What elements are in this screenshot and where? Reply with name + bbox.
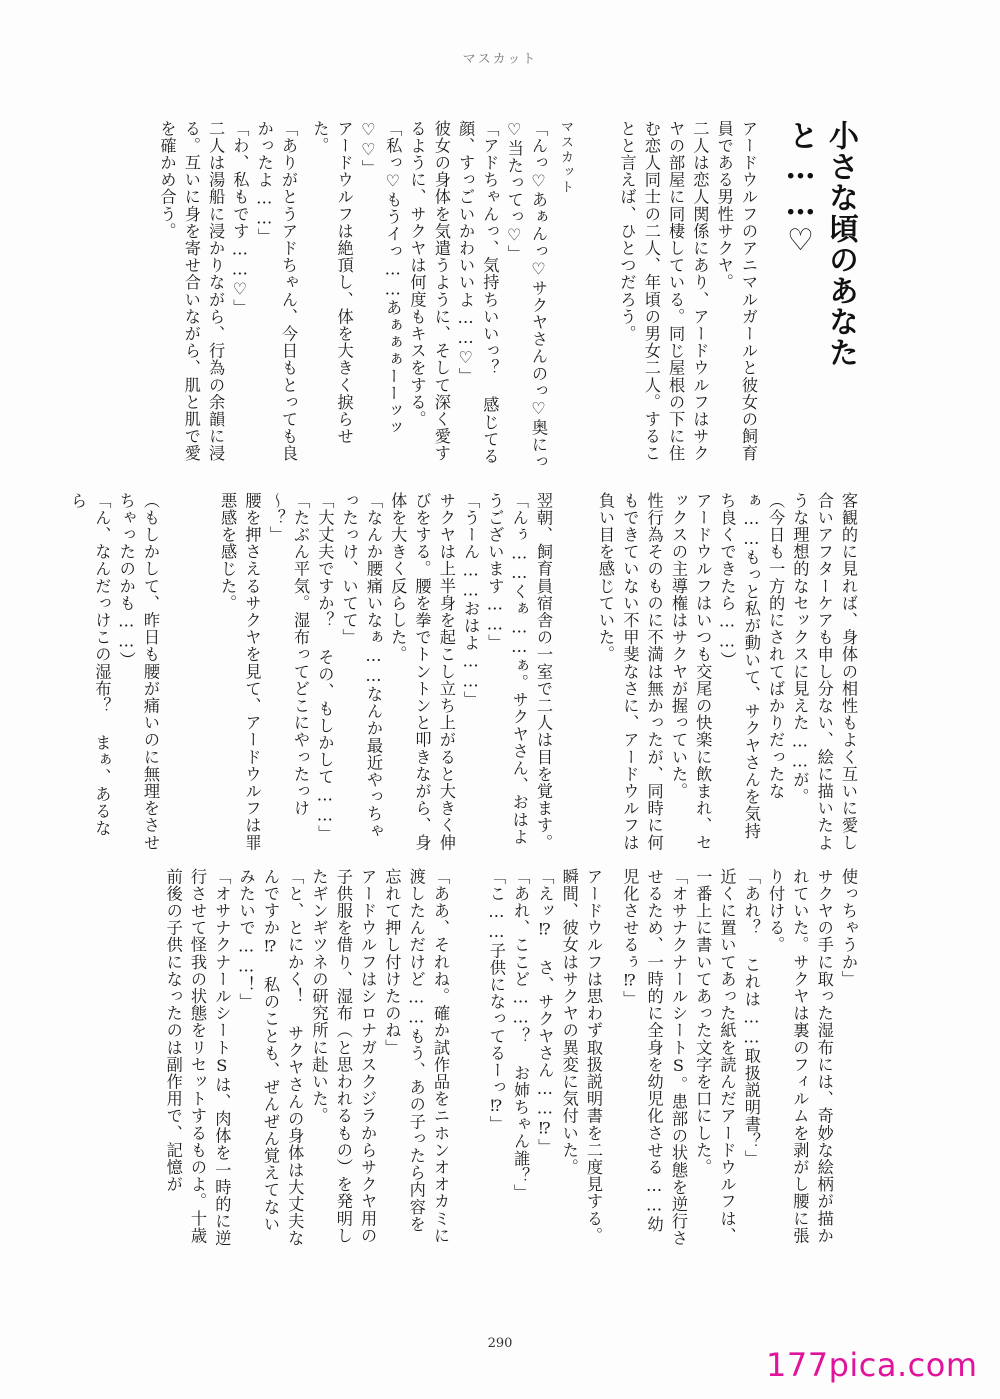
paragraph: 二人は恋人関係にあり、アードウルフはサクヤの部屋に同棲している。同じ屋根の下に住む恋人同士の二人、年頃の男女二人。することと言えば、ひとつだろう。 — [617, 120, 710, 462]
paragraph: 二人は湯船に浸かりながら、行為の余韻に浸る。互いに身を寄せ合いながら、肌と肌で愛を確かめ合う。 — [157, 120, 226, 462]
paragraph: 客観的に見れば、身体の相性もよく互いに愛し合いアフターケアも申し分ない、絵に描いたような理想的なセックスに見えた……が。 — [790, 492, 858, 852]
paragraph: 「あれ？ これは……取扱説明書？」 — [741, 868, 761, 1168]
paragraph: 腰を押さえるサクヤを見て、アードウルフは罪悪感を感じた。 — [218, 492, 262, 852]
paragraph: 「あれ、ここど……？ お姉ちゃん誰？」 — [511, 868, 531, 1202]
paragraph: サクヤの手に取った湿布には、奇妙な絵柄が描かれていた。サクヤは裏のフィルムを剥がし腰に張り付ける。 — [766, 868, 834, 1245]
paragraph: アードウルフは思わず取扱説明書を二度見する。瞬間、彼女はサクヤの異変に気付いた。 — [559, 868, 603, 1245]
paragraph: 「わ、私もです……♡」 — [230, 120, 250, 317]
watermark: 177pica.com — [766, 1346, 978, 1384]
paragraph: 彼女の身体を気遣うように、そして深く愛するように、サクヤは何度もキスをする。 — [407, 120, 451, 462]
paragraph: 「オサナクナールシートSは、肉体を一時的に逆行させて怪我の状態をリセットするものよ。十歳前後の子供になったのは副作用で、記憶が — [163, 868, 232, 1247]
paragraph: 「たぶん平気。湿布ってどこにやったっけ～？」 — [266, 492, 311, 817]
paragraph: アードウルフのアニマルガールと彼女の飼育員である男性サクヤ。 — [714, 120, 758, 462]
story-title: 小さな頃のあなたと……♡ — [783, 120, 858, 368]
paragraph: 「と、とにかく！ サクヤさんの身体は大丈夫なんですか⁉ 私のことも、ぜんぜん覚えてないみたいで……！」 — [236, 868, 305, 1247]
paragraph: 「私っ♡もうイっ……あぁぁぁーーッッ♡♡」 — [358, 120, 403, 437]
running-title: マスカット — [462, 52, 538, 67]
text-column — [560, 120, 760, 475]
text-column — [68, 492, 162, 852]
paragraph: 「ん、なんだっけこの湿布？ まぁ、あるなら — [68, 492, 112, 837]
paragraph: 使っちゃうか」 — [839, 868, 858, 988]
paragraph: 「うーん……おはよ……」 — [461, 492, 481, 709]
paragraph: アードウルフはいつも交尾の快楽に飲まれ、セックスの主導権はサクヤが握っていた。 — [668, 492, 713, 852]
paragraph: （今日も一方的にされてばかりだったなぁ……もっと私が動いて、サクヤさんを気持ち良くできたら……） — [717, 492, 786, 840]
paragraph: 「えッ⁉ さ、サクヤさん……⁉」 — [535, 868, 555, 1156]
text-column — [100, 120, 300, 475]
paragraph: 「なんか腰痛いなぁ……なんか最近やっちゃったっけ、いてて」 — [339, 492, 383, 840]
paragraph: 「アドちゃんっ、気持ちいいっ？ 感じてる顔、すっごいかわいいよ……♡」 — [456, 120, 500, 465]
text-column — [460, 868, 605, 1248]
text-column — [310, 120, 550, 475]
paragraph: アードウルフは絶頂し、体を大きく捩らせた。 — [310, 120, 354, 445]
paragraph: 「ああ、それね。確か試作品をニホンオオカミに渡したんだけど……もう、あの子ったら内容を忘れて押し付けたのね」 — [382, 868, 450, 1245]
text-column — [100, 868, 452, 1248]
paragraph: 「オサナクナールシートS。患部の状態を逆行させるため、一時的に全身を幼児化させる……幼児化させるぅ⁉」 — [620, 868, 688, 1247]
paragraph: サクヤは上半身を起こし立ち上がると大きく伸びをする。腰を拳でトントンと叩きながら、身体を大きく反らした。 — [388, 492, 456, 852]
paragraph: 「大丈夫ですか？ その、もしかして……」 — [315, 492, 335, 843]
text-column — [560, 492, 860, 852]
paragraph: 「ありがとうアドちゃん、今日もとっても良かったよ……」 — [254, 120, 298, 462]
text-column — [165, 492, 555, 852]
paragraph: 「んぅ……くぁ……ぁ。サクヤさん、おはようございます……」 — [485, 492, 529, 846]
author-byline: マスカット — [558, 120, 573, 195]
page-number: 290 — [487, 1336, 513, 1351]
paragraph: 性行為そのものに不満は無かったが、同時に何もできていない不甲斐なさに、アードウルフは負い目を感じていた。 — [596, 492, 664, 852]
paragraph: 「こ……子供になってるーっ⁉」 — [486, 868, 506, 1133]
paragraph: 「んっ♡あぁんっ♡サクヤさんのっ♡奥にっ♡当たってっ♡」 — [504, 120, 548, 471]
paragraph: アードウルフはシロナガスクジラからサクヤ用の子供服を借り、湿布（と思われるもの）を発明したギンギツネの研究所に赴いた。 — [309, 868, 378, 1245]
paragraph: （もしかして、昨日も腰が痛いのに無理をさせちゃったのかも……） — [116, 492, 160, 852]
text-column — [610, 868, 860, 1248]
paragraph: 翌朝、飼育員宿舎の一室で二人は目を覚ます。 — [534, 492, 553, 852]
paragraph: 近くに置いてあった紙を読んだアードウルフは、一番上に書いてあった文字を口にした。 — [693, 868, 737, 1245]
